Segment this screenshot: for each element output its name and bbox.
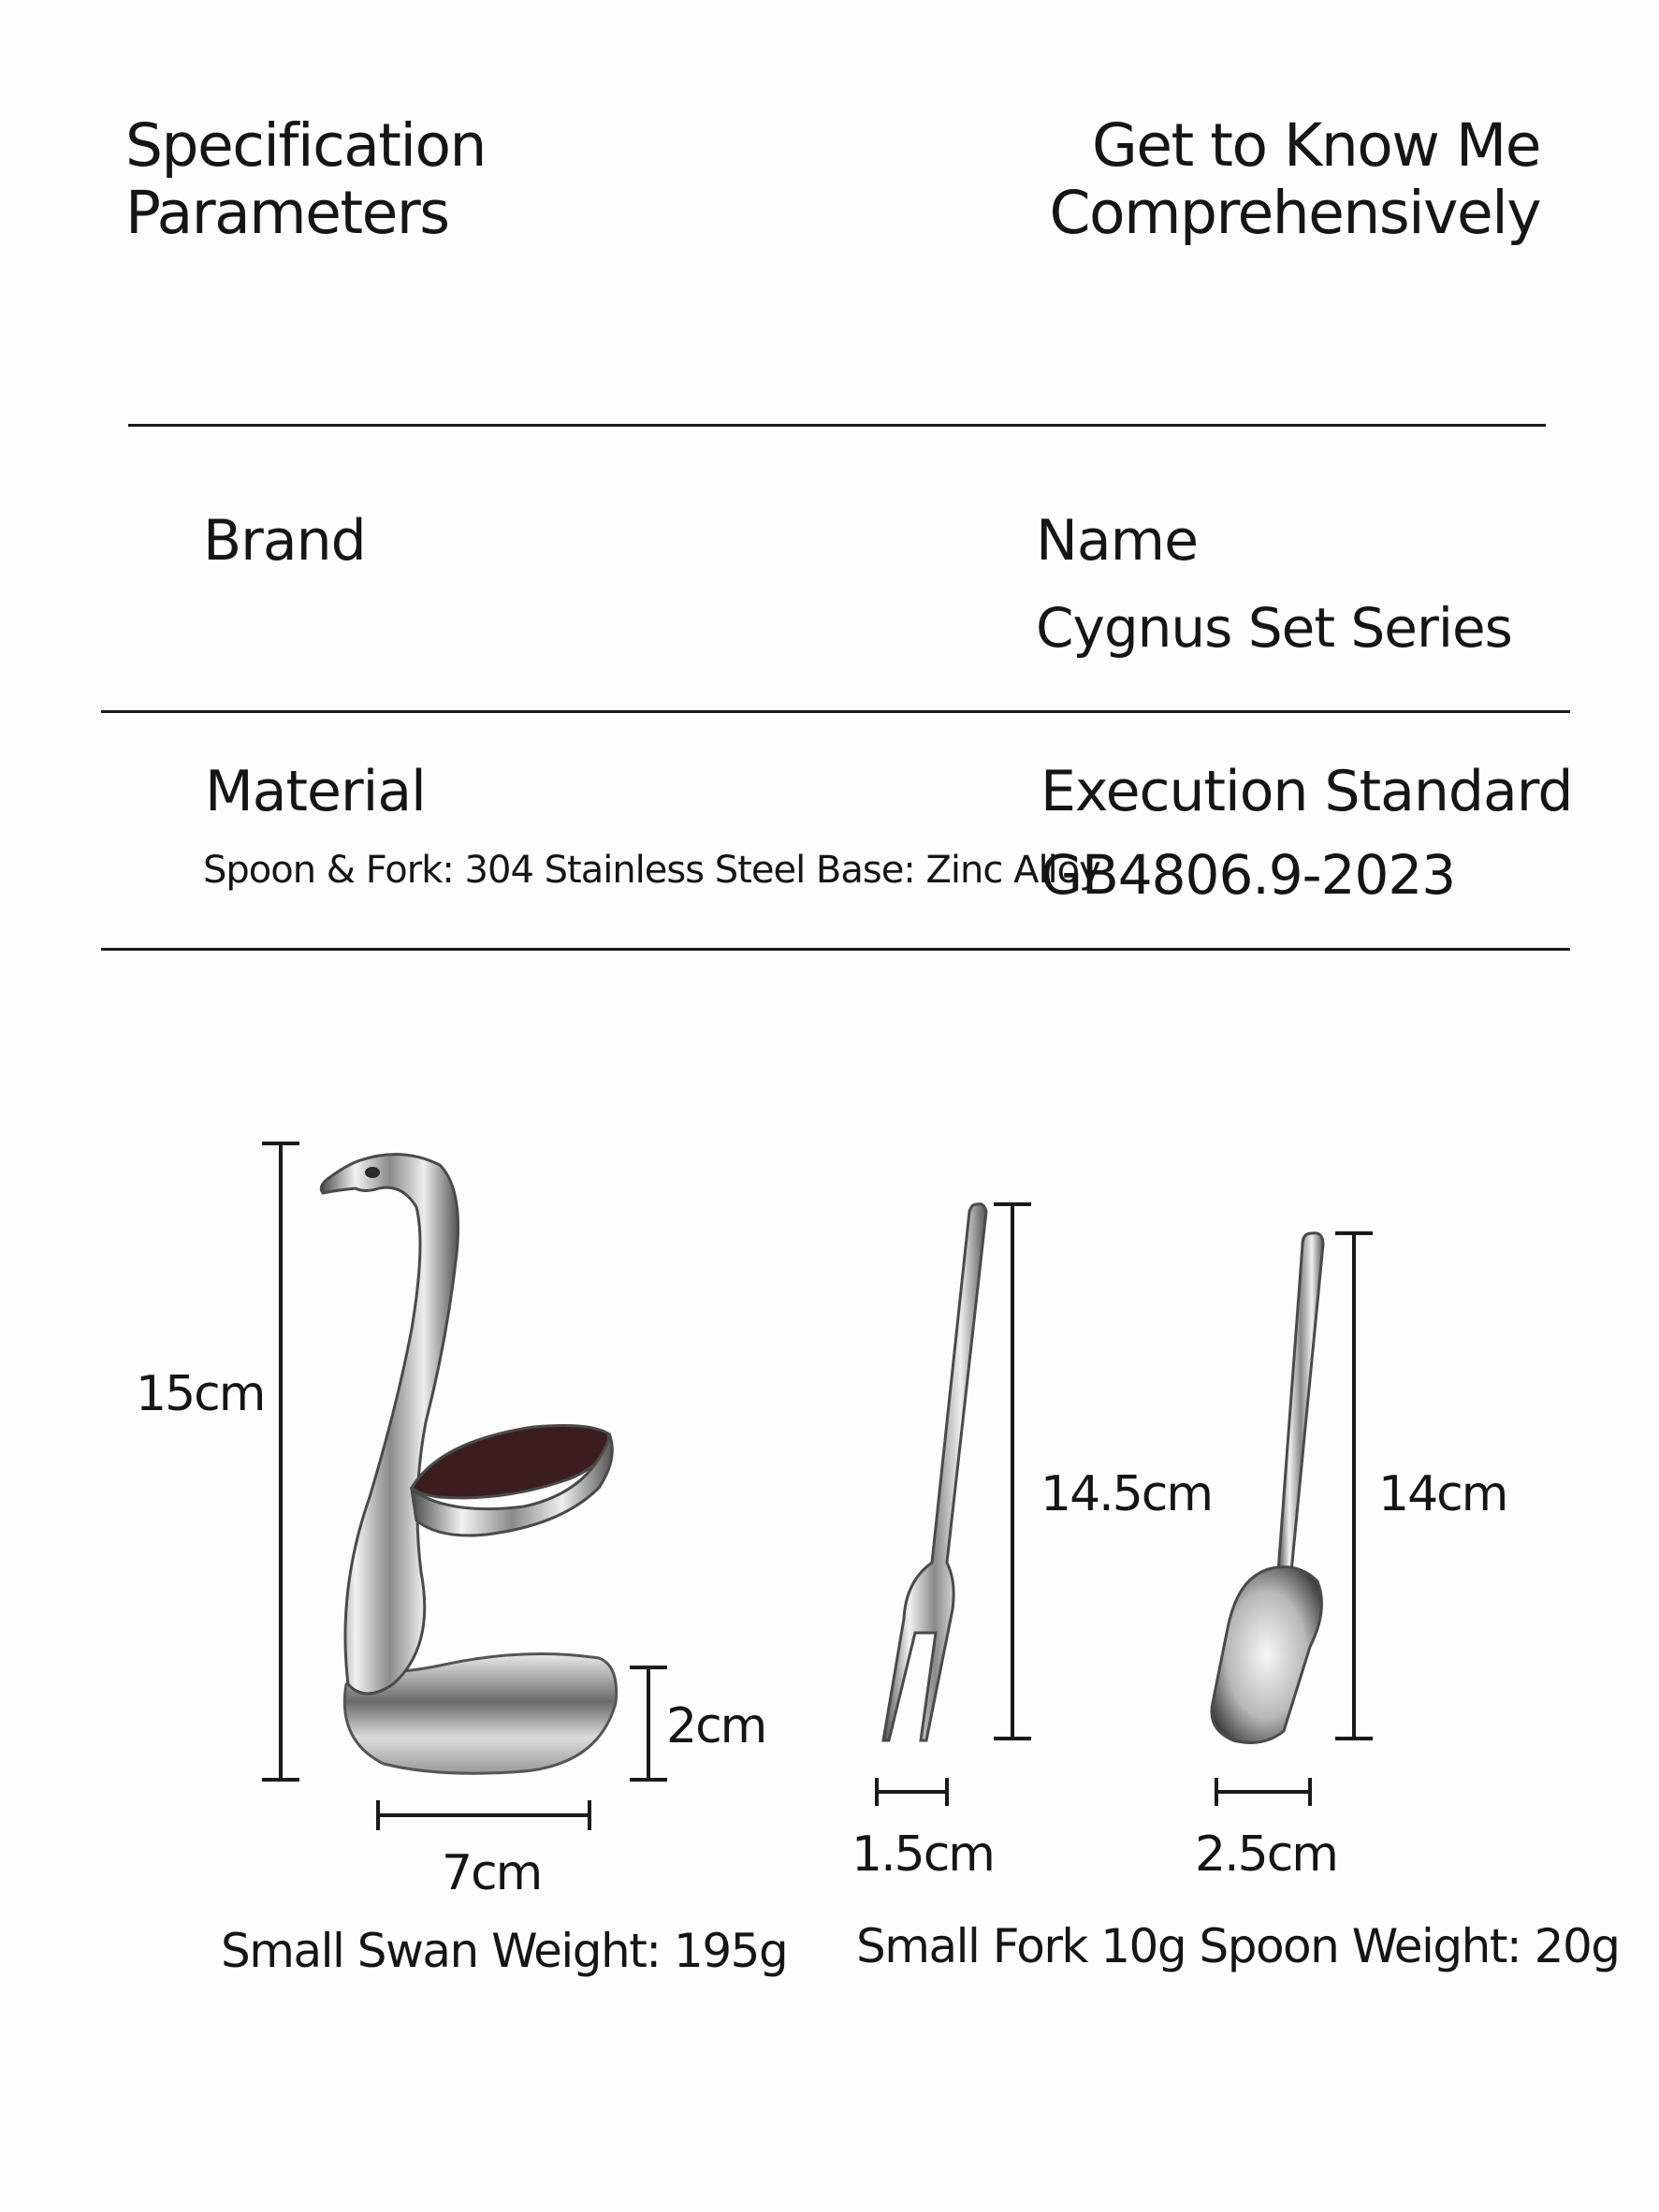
fork-width-bracket bbox=[877, 1778, 947, 1806]
material-label: Material bbox=[205, 759, 426, 824]
header-left-line1: Specification bbox=[125, 111, 486, 180]
swan-width-bracket bbox=[378, 1800, 589, 1830]
cutlery-weight-caption: Small Fork 10g Spoon Weight: 20g bbox=[856, 1919, 1620, 1973]
spoon-length-label: 14cm bbox=[1378, 1466, 1507, 1522]
standard-label: Execution Standard bbox=[1041, 759, 1573, 824]
spoon-width-bracket bbox=[1216, 1778, 1310, 1806]
swan-stand-image bbox=[321, 1155, 616, 1774]
swan-height-bracket bbox=[262, 1143, 299, 1780]
spoon-width-label: 2.5cm bbox=[1195, 1826, 1337, 1883]
swan-weight-caption: Small Swan Weight: 195g bbox=[221, 1924, 788, 1978]
name-label: Name bbox=[1036, 508, 1199, 574]
swan-base-bracket bbox=[630, 1667, 667, 1780]
spoon-length-bracket bbox=[1335, 1233, 1373, 1739]
header-right-line2: Comprehensively bbox=[1049, 179, 1540, 247]
header-left-line2: Parameters bbox=[125, 179, 449, 247]
swan-width-label: 7cm bbox=[442, 1845, 542, 1901]
swan-base-height-label: 2cm bbox=[666, 1698, 766, 1754]
swan-height-label: 15cm bbox=[136, 1366, 265, 1422]
fork-image bbox=[883, 1204, 986, 1740]
fork-length-label: 14.5cm bbox=[1041, 1466, 1213, 1522]
fork-width-label: 1.5cm bbox=[851, 1826, 994, 1883]
material-value: Spoon & Fork: 304 Stainless Steel Base: Zinc Alloy bbox=[203, 849, 1100, 892]
name-value: Cygnus Set Series bbox=[1036, 596, 1512, 660]
standard-value: GB4806.9-2023 bbox=[1041, 843, 1456, 907]
brand-label: Brand bbox=[203, 508, 366, 574]
fork-length-bracket bbox=[994, 1204, 1031, 1739]
spoon-image bbox=[1212, 1233, 1323, 1743]
header-right-line1: Get to Know Me bbox=[1091, 111, 1540, 180]
